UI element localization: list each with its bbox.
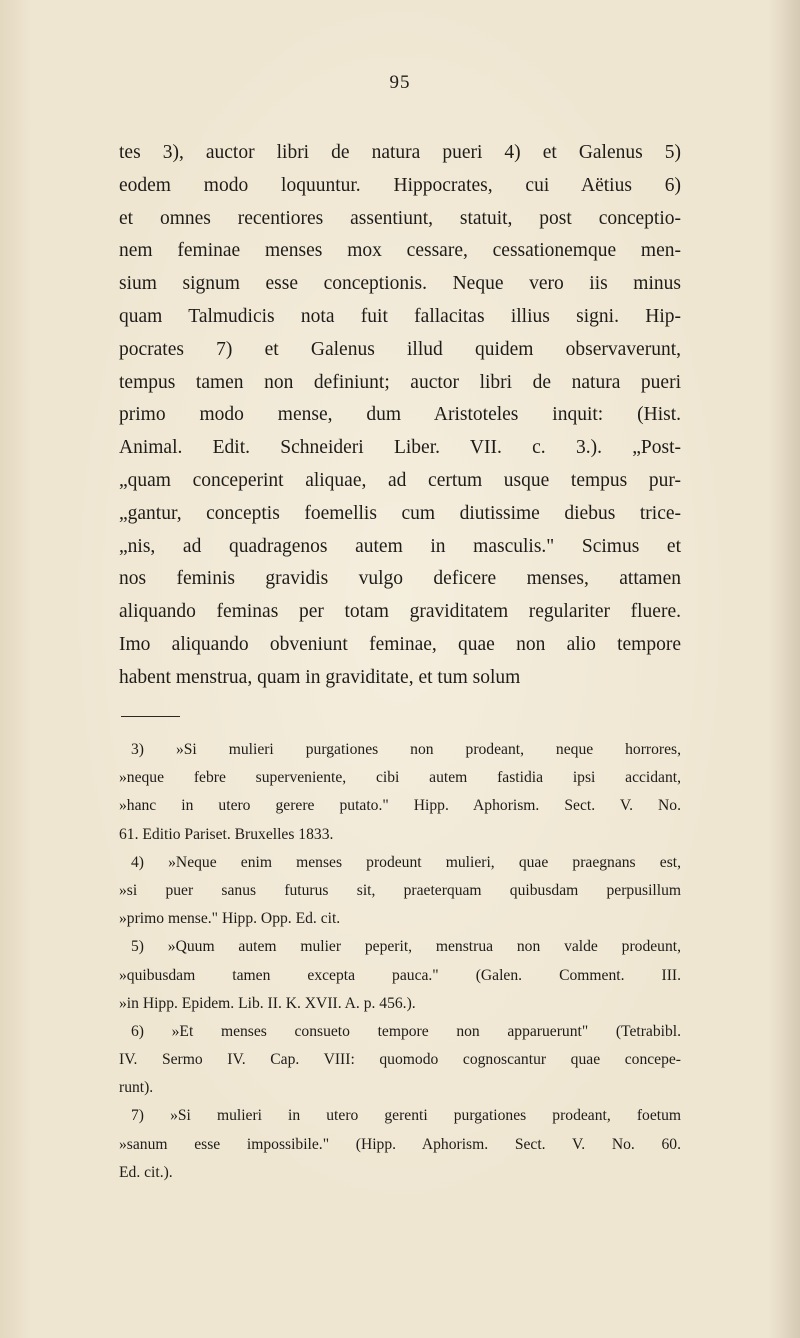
main-text-block bbox=[119, 137, 681, 695]
text-line: et omnes recentiores assentiunt, statuit, post conceptio- bbox=[119, 207, 681, 229]
text-line: pocrates 7) et Galenus illud quidem observaverunt, bbox=[119, 338, 681, 360]
footnote-line: »sanum esse impossibile." (Hipp. Aphorism. Sect. V. No. 60. bbox=[119, 1135, 681, 1153]
text-line: habent menstrua, quam in graviditate, et tum solum bbox=[119, 666, 521, 688]
text-line: tes 3), auctor libri de natura pueri 4) et Galenus 5) bbox=[119, 142, 681, 163]
text-line: eodem modo loquuntur. Hippocrates, cui Aëtius 6) bbox=[119, 174, 681, 196]
footnote-line: 3) »Si mulieri purgationes non prodeant, neque horrores, bbox=[131, 741, 681, 758]
footnote-separator bbox=[121, 716, 180, 717]
text-line: quam Talmudicis nota fuit fallacitas illius signi. Hip- bbox=[119, 305, 681, 327]
footnote-line: »primo mense." Hipp. Opp. Ed. cit. bbox=[119, 910, 341, 928]
footnote-line: IV. Sermo IV. Cap. VIII: quomodo cognoscantur quae concepe- bbox=[119, 1051, 681, 1069]
footnote-line: »in Hipp. Epidem. Lib. II. K. XVII. A. p. 456.). bbox=[119, 994, 416, 1012]
page-number: 95 bbox=[389, 72, 411, 93]
footnote-line: »neque febre superveniente, cibi autem fastidia ipsi accidant, bbox=[119, 769, 681, 787]
footnote-line: »hanc in utero gerere putato." Hipp. Aphorism. Sect. V. No. bbox=[119, 797, 681, 815]
text-line: nem feminae menses mox cessare, cessationemque men- bbox=[119, 240, 681, 262]
text-line: Animal. Edit. Schneideri Liber. VII. c. 3.). „Post- bbox=[119, 437, 681, 459]
text-line: „gantur, conceptis foemellis cum diutissime diebus trice- bbox=[119, 502, 681, 524]
text-line: primo modo mense, dum Aristoteles inquit: (Hist. bbox=[119, 404, 681, 426]
footnote-line: 7) »Si mulieri in utero gerenti purgationes prodeant, foetum bbox=[131, 1107, 681, 1125]
footnotes-block bbox=[119, 736, 681, 1187]
text-line: „quam conceperint aliquae, ad certum usque tempus pur- bbox=[119, 469, 681, 491]
footnote-line: Ed. cit.). bbox=[119, 1163, 173, 1181]
footnote-line: 6) »Et menses consueto tempore non apparuerunt" (Tetrabibl. bbox=[131, 1022, 681, 1040]
footnote-line: 61. Editio Pariset. Bruxelles 1833. bbox=[119, 825, 334, 843]
text-line: aliquando feminas per totam graviditatem regulariter fluere. bbox=[119, 601, 681, 623]
footnote-line: 5) »Quum autem mulier peperit, menstrua non valde prodeunt, bbox=[131, 938, 681, 956]
text-line: Imo aliquando obveniunt feminae, quae non alio tempore bbox=[119, 633, 681, 655]
text-line: tempus tamen non definiunt; auctor libri de natura pueri bbox=[119, 371, 681, 393]
footnote-line: runt). bbox=[119, 1079, 154, 1097]
text-line: nos feminis gravidis vulgo deficere menses, attamen bbox=[119, 568, 681, 590]
footnote-line: »si puer sanus futurus sit, praeterquam quibusdam perpusillum bbox=[119, 881, 681, 899]
text-line: sium signum esse conceptionis. Neque vero iis minus bbox=[119, 273, 681, 295]
text-line: „nis, ad quadragenos autem in masculis." Scimus et bbox=[119, 535, 681, 557]
footnote-line: »quibusdam tamen excepta pauca." (Galen. Comment. III. bbox=[119, 966, 681, 984]
footnote-line: 4) »Neque enim menses prodeunt mulieri, quae praegnans est, bbox=[131, 853, 681, 871]
